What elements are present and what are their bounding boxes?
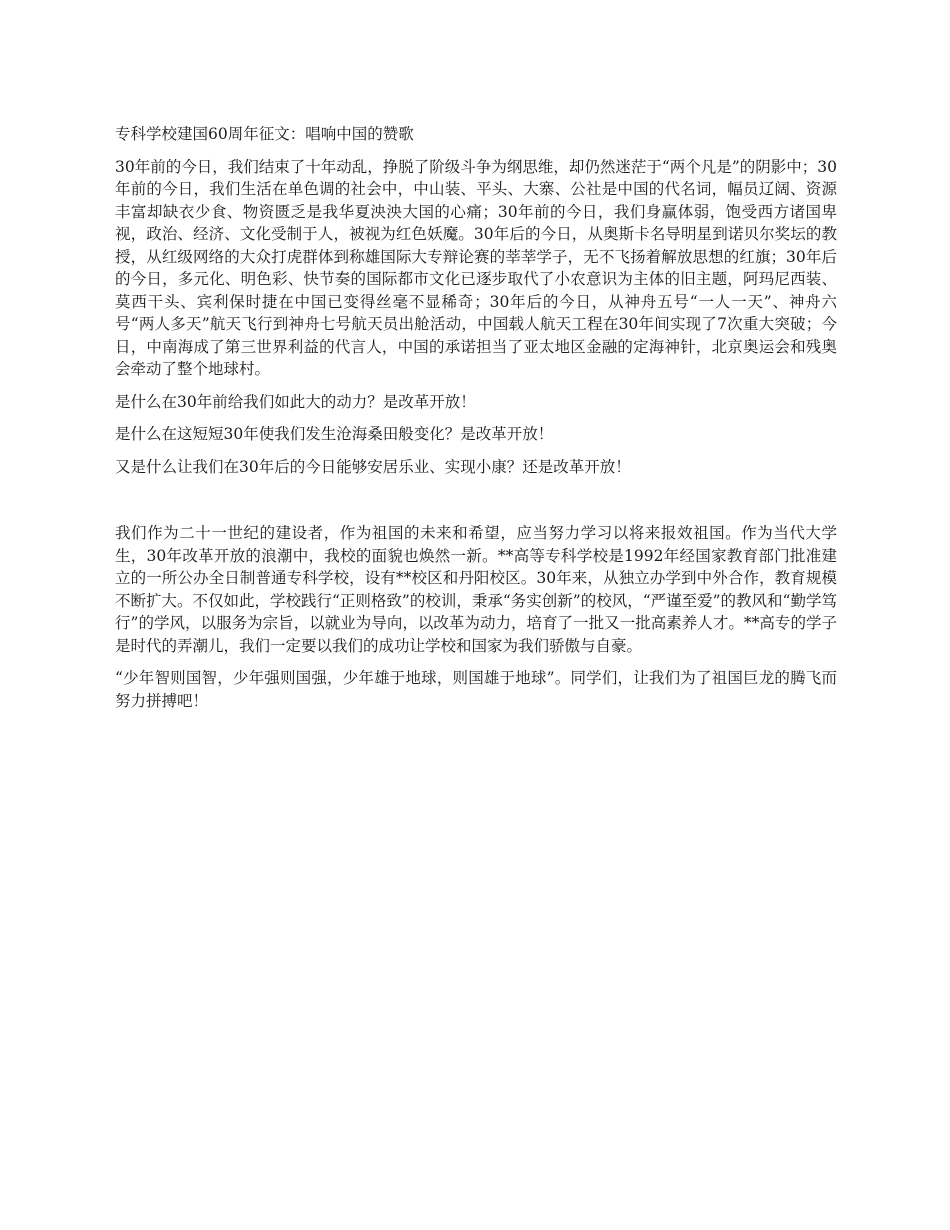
paragraph-school: 我们作为二十一世纪的建设者，作为祖国的未来和希望，应当努力学习以将来报效祖国。作为当代大学生，30年改革开放的浪潮中，我校的面貌也焕然一新。**高等专科学校是1992年经国家教育部门批准建立的一所公办全日制普通专科学校，设有**校区和丹阳校区。30年来，从独立办学到中外合作，教育规模不断扩大。不仅如此，学校践行“正则格致”的校训，秉承“务实创新”的校风，“严谨至爱”的教风和“勤学笃行”的学风，以服务为宗旨，以就业为导向，以改革为动力，培育了一批又一批高素养人才。**高专的学子是时代的弄潮儿，我们一定要以我们的成功让学校和国家为我们骄傲与自豪。 bbox=[115, 524, 837, 655]
document-page bbox=[115, 123, 837, 722]
document-title: 专科学校建国60周年征文：唱响中国的赞歌 bbox=[115, 125, 414, 143]
paragraph-question-1: 是什么在30年前给我们如此大的动力？是改革开放！ bbox=[115, 392, 476, 411]
paragraph-question-3: 又是什么让我们在30年后的今日能够安居乐业、实现小康？还是改革开放！ bbox=[115, 457, 631, 476]
paragraph-intro: 30年前的今日，我们结束了十年动乱，挣脱了阶级斗争为纲思维，却仍然迷茫于“两个凡是”的阴影中；30年前的今日，我们生活在单色调的社会中，中山装、平头、大寨、公社是中国的代名词，幅员辽阔、资源丰富却缺衣少食、物资匮乏是我华夏泱泱大国的心痛；30年前的今日，我们身赢体弱，饱受西方诸国卑视，政治、经济、文化受制于人，被视为红色妖魔。30年后的今日，从奥斯卡名导明星到诺贝尔奖坛的教授，从红级网络的大众打虎群体到称雄国际大专辩论赛的莘莘学子，无不飞扬着解放思想的红旗；30年后的今日，多元化、明色彩、快节奏的国际都市文化已逐步取代了小农意识为主体的旧主题，阿玛尼西装、莫西干头、宾利保时捷在中国已变得丝毫不显稀奇；30年后的今日，从神舟五号“一人一天”、神舟六号“两人多天”航天飞行到神舟七号航天员出舱活动，中国载人航天工程在30年间实现了7次重大突破；今日，中南海成了第三世界利益的代言人，中国的承诺担当了亚太地区金融的定海神针，北京奥运会和残奥会牵动了整个地球村。 bbox=[115, 157, 837, 378]
section-gap bbox=[115, 488, 837, 522]
paragraph-closing: “少年智则国智，少年强则国强，少年雄于地球，则国雄于地球”。同学们，让我们为了祖国巨龙的腾飞而努力拼搏吧！ bbox=[115, 669, 837, 710]
paragraph-question-2: 是什么在这短短30年使我们发生沧海桑田般变化？是改革开放！ bbox=[115, 425, 554, 443]
